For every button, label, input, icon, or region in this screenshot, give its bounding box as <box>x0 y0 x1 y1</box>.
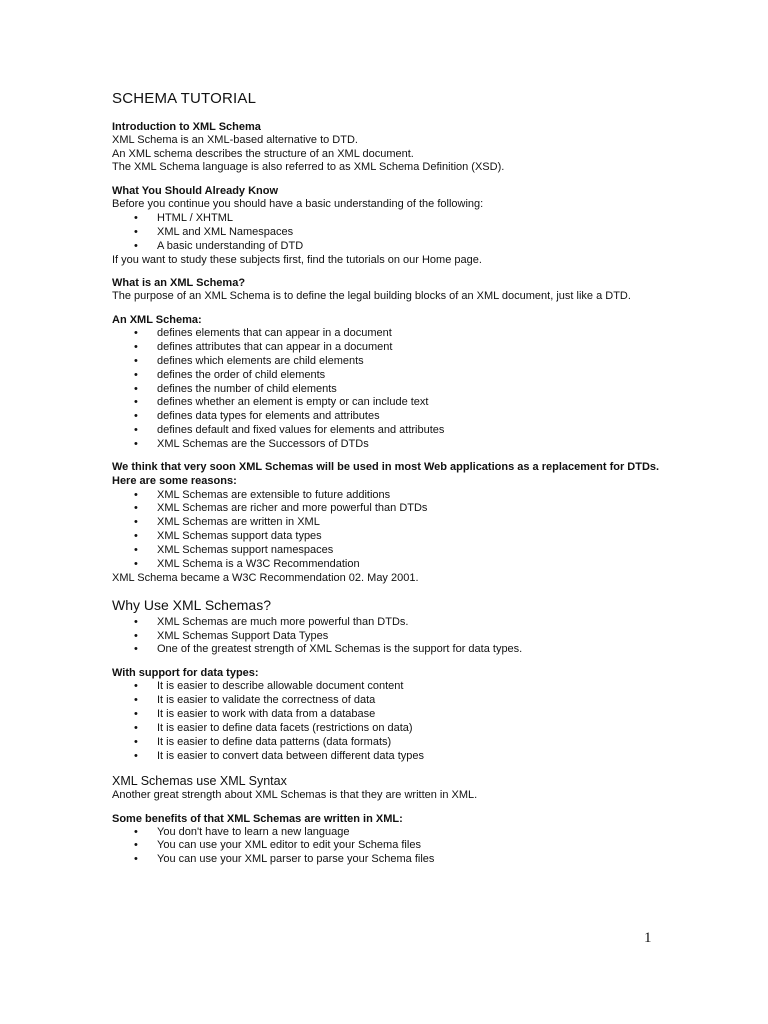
syntax-section <box>112 773 672 803</box>
list-item: • XML Schemas are much more powerful than DTDs. <box>134 615 409 628</box>
list-item: • defines whether an element is empty or can include text <box>134 396 429 409</box>
bullet-icon: • <box>134 488 138 501</box>
list-item: • It is easier to define data patterns (data formats) <box>134 735 392 748</box>
bullet-icon: • <box>134 530 138 543</box>
benefits-heading: Some benefits of that XML Schemas are written in XML: <box>112 812 403 825</box>
schema-features-section <box>112 313 672 452</box>
list-item: • One of the greatest strength of XML Schemas is the support for data types. <box>134 643 523 656</box>
reasons-heading: We think that very soon XML Schemas will be used in most Web applications as a replacement for DTDs. Here are some reasons: <box>112 461 660 487</box>
list-item: • HTML / XHTML <box>134 211 233 224</box>
why-list <box>112 616 672 658</box>
definition-text: The purpose of an XML Schema is to define the legal building blocks of an XML document, just like a DTD. <box>112 290 631 303</box>
list-item: • defines attributes that can appear in a document <box>134 340 393 353</box>
datatypes-section <box>112 666 672 763</box>
datatypes-list <box>112 680 672 763</box>
list-item: • It is easier to validate the correctness of data <box>134 694 376 707</box>
bullet-icon: • <box>134 340 138 353</box>
prerequisites-section <box>112 184 672 267</box>
bullet-icon: • <box>134 825 138 838</box>
list-item: • It is easier to work with data from a database <box>134 708 376 721</box>
list-item: • XML Schemas support namespaces <box>134 544 334 557</box>
list-item: • defines elements that can appear in a document <box>134 326 392 339</box>
datatypes-heading: With support for data types: <box>112 667 259 680</box>
list-item: • A basic understanding of DTD <box>134 239 304 252</box>
list-item: • It is easier to define data facets (restrictions on data) <box>134 722 413 735</box>
reasons-list <box>112 489 672 572</box>
bullet-icon: • <box>134 722 138 735</box>
list-item: • XML Schemas Support Data Types <box>134 629 329 642</box>
schema-features-list <box>112 327 672 452</box>
bullet-icon: • <box>134 368 138 381</box>
bullet-icon: • <box>134 516 138 529</box>
benefits-section <box>112 812 672 868</box>
bullet-icon: • <box>134 438 138 451</box>
bullet-icon: • <box>134 694 138 707</box>
bullet-icon: • <box>134 424 138 437</box>
list-item: • defines the number of child elements <box>134 382 337 395</box>
document-content <box>112 88 672 876</box>
reasons-tail: XML Schema became a W3C Recommendation 02. May 2001. <box>112 571 419 584</box>
bullet-icon: • <box>134 410 138 423</box>
syntax-heading: XML Schemas use XML Syntax <box>112 773 287 788</box>
bullet-icon: • <box>134 225 138 238</box>
bullet-icon: • <box>134 643 138 656</box>
bullet-icon: • <box>134 382 138 395</box>
bullet-icon: • <box>134 629 138 642</box>
page-number: 1 <box>644 930 652 946</box>
bullet-icon: • <box>134 749 138 762</box>
list-item: • XML Schema is a W3C Recommendation <box>134 558 360 571</box>
bullet-icon: • <box>134 680 138 693</box>
bullet-icon: • <box>134 239 138 252</box>
bullet-icon: • <box>134 853 138 866</box>
intro-line: XML Schema is an XML-based alternative to DTD. <box>112 134 358 146</box>
intro-line: An XML schema describes the structure of an XML document. <box>112 147 414 160</box>
intro-line: The XML Schema language is also referred to as XML Schema Definition (XSD). <box>112 161 505 174</box>
list-item: • XML Schemas support data types <box>134 530 322 543</box>
definition-section <box>112 276 672 304</box>
list-item: • You can use your XML editor to edit your Schema files <box>134 839 421 852</box>
reasons-section <box>112 461 672 586</box>
bullet-icon: • <box>134 558 138 571</box>
bullet-icon: • <box>134 502 138 515</box>
list-item: • XML and XML Namespaces <box>134 225 294 238</box>
bullet-icon: • <box>134 396 138 409</box>
definition-heading: What is an XML Schema? <box>112 277 246 290</box>
list-item: • It is easier to describe allowable document content <box>134 680 404 693</box>
bullet-icon: • <box>134 326 138 339</box>
intro-heading: Introduction to XML Schema <box>112 121 261 133</box>
prerequisites-lead: Before you continue you should have a basic understanding of the following: <box>112 198 484 211</box>
benefits-list <box>112 826 672 868</box>
bullet-icon: • <box>134 354 138 367</box>
list-item: • You don't have to learn a new language <box>134 825 350 838</box>
bullet-icon: • <box>134 544 138 557</box>
bullet-icon: • <box>134 708 138 721</box>
bullet-icon: • <box>134 735 138 748</box>
list-item: • defines the order of child elements <box>134 368 326 381</box>
page-title: SCHEMA TUTORIAL <box>112 90 257 107</box>
list-item: • XML Schemas are richer and more powerful than DTDs <box>134 502 428 515</box>
list-item: • defines default and fixed values for elements and attributes <box>134 424 445 437</box>
intro-section <box>112 120 672 175</box>
syntax-text: Another great strength about XML Schemas is that they are written in XML. <box>112 788 478 801</box>
list-item: • XML Schemas are the Successors of DTDs <box>134 438 369 451</box>
why-section <box>112 616 672 658</box>
prerequisites-heading: What You Should Already Know <box>112 185 279 198</box>
bullet-icon: • <box>134 211 138 224</box>
bullet-icon: • <box>134 615 138 628</box>
list-item: • defines which elements are child elements <box>134 354 364 367</box>
list-item: • XML Schemas are written in XML <box>134 516 320 529</box>
list-item: • It is easier to convert data between different data types <box>134 749 425 762</box>
prerequisites-list <box>112 212 672 254</box>
bullet-icon: • <box>134 839 138 852</box>
list-item: • You can use your XML parser to parse your Schema files <box>134 853 435 866</box>
schema-features-heading: An XML Schema: <box>112 313 202 326</box>
list-item: • XML Schemas are extensible to future additions <box>134 488 391 501</box>
list-item: • defines data types for elements and attributes <box>134 410 380 423</box>
prerequisites-tail: If you want to study these subjects first, find the tutorials on our Home page. <box>112 253 482 266</box>
why-heading: Why Use XML Schemas? <box>112 596 271 613</box>
